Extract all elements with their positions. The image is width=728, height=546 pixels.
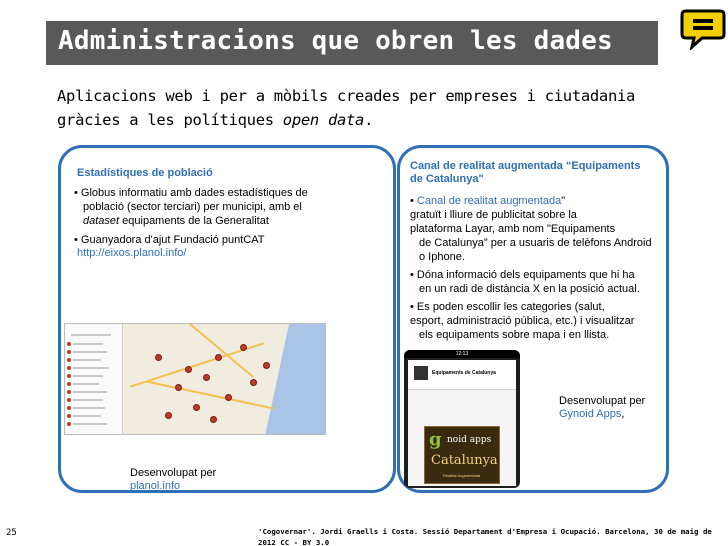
slide-title: Administracions que obren les dades (58, 26, 613, 56)
left-panel-heading: Estadístiques de població (77, 167, 213, 179)
speech-bubble-logo-icon (680, 8, 726, 50)
gynoid-apps-link[interactable]: Gynoid Apps (559, 408, 622, 420)
gynoid-apps-banner: g noid apps Catalunya Realitat Augmentada (424, 426, 500, 484)
map-legend-sidebar (65, 324, 123, 435)
right-panel-heading: Canal de realitat augmentada “Equipaments de Catalunya" (410, 160, 641, 185)
map-sea (265, 324, 325, 435)
left-developed-by: Desenvolupat per (130, 467, 217, 479)
phone-app-title: Equipaments de Catalunya (432, 370, 496, 376)
planol-link[interactable]: planol.info (130, 480, 181, 492)
right-developed-by: Desenvolupat per (559, 395, 646, 407)
eixos-link[interactable]: http://eixos.planol.info/ (77, 247, 187, 259)
left-bullet-1: • Globus informatiu amb dades estadístiques de població (sector terciari) per municipi, amb el dataset equipaments de la Generalitat (74, 187, 308, 227)
augmented-reality-link[interactable]: Canal de realitat augmentada (416, 195, 562, 207)
page-number: 25 (6, 528, 17, 538)
right-developer: Gynoid Apps, (559, 408, 625, 420)
right-bullet-3: • Es poden escollir les categories (salut, esport, administració pública, etc.) i visualitzar els equipaments sobre mapa i en llista. (410, 301, 635, 341)
app-icon (414, 366, 428, 380)
footer-credits: 'Cogovernar'. Jordi Graells i Costa. Sessió Departament d'Empresa i Ocupació. Barcelona, 30 de maig de 2012 CC - BY 3.0 (258, 527, 712, 546)
slide-subtitle: Aplicacions web i per a mòbils creades per empreses i ciutadania gràcies a les polítiques open data. (57, 87, 636, 129)
right-bullet-1: • Canal de realitat augmentada" gratuït i lliure de publicitat sobre la plataforma Layar, amb nom "Equipaments de Catalunya" per a usuaris de telèfons Android o Iphone. (410, 195, 652, 263)
left-bullet-2: • Guanyadora d'ajut Fundació puntCAT (74, 234, 265, 246)
map-screenshot (64, 323, 326, 435)
right-bullet-2: • Dóna informació dels equipaments que hi ha en un radi de distància X en la posició actual. (410, 269, 640, 295)
phone-screen (408, 360, 516, 486)
phone-screenshot (404, 350, 520, 488)
phone-status-bar: 12:13 (404, 350, 520, 358)
